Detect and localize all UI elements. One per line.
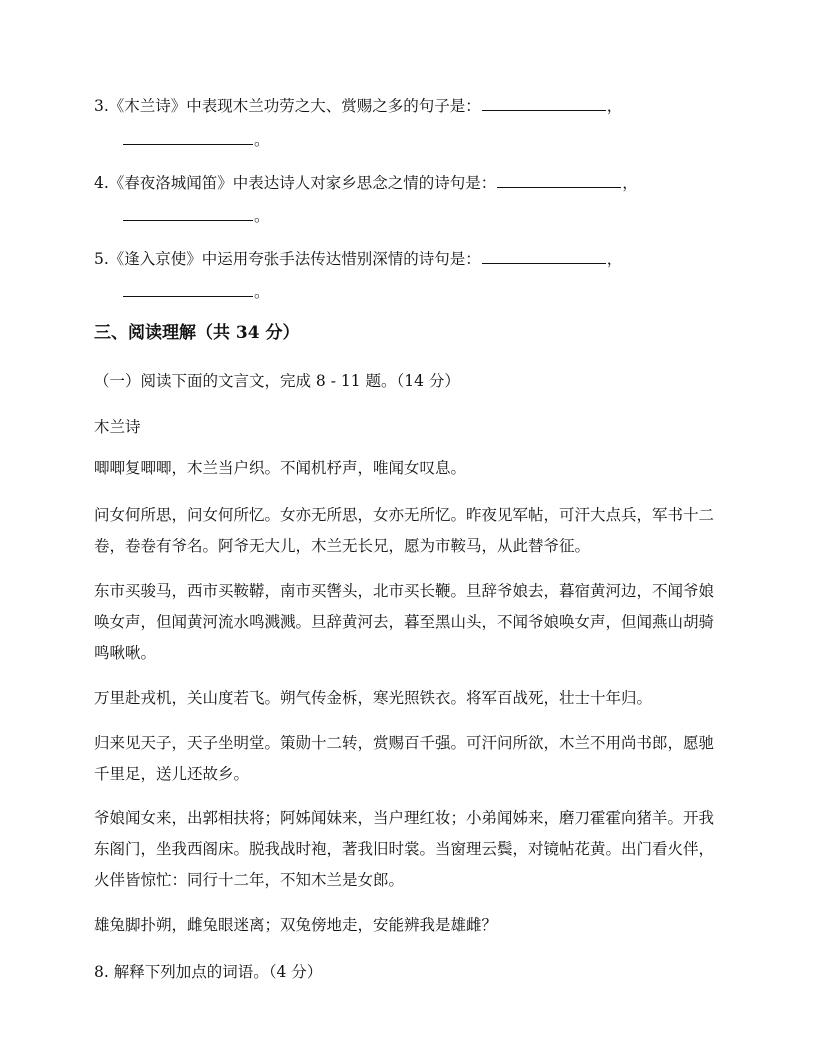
section-heading: 三、阅读理解（共 34 分） bbox=[94, 323, 300, 343]
poem-paragraph: 问女何所思，问女何所忆。女亦无所思，女亦无所忆。昨夜见军帖，可汗大点兵，军书十二卷，卷卷有爷名。阿爷无大儿，木兰无长兄，愿为市鞍马，从此替爷征。 bbox=[94, 506, 715, 555]
poem-paragraph: 雄兔脚扑朔，雌兔眼迷离；双兔傍地走，安能辨我是雄雌？ bbox=[94, 916, 498, 934]
answer-blank[interactable] bbox=[482, 96, 606, 111]
poem-paragraph: 唧唧复唧唧，木兰当户织。不闻机杼声，唯闻女叹息。 bbox=[94, 459, 467, 477]
poem-paragraph: 东市买骏马，西市买鞍鞯，南市买辔头，北市买长鞭。旦辞爷娘去，暮宿黄河边，不闻爷娘唤女声，但闻黄河流水鸣溅溅。旦辞黄河去，暮至黑山头，不闻爷娘唤女声，但闻燕山胡骑鸣啾啾。 bbox=[94, 582, 715, 662]
answer-blank[interactable] bbox=[497, 173, 621, 188]
question-3 bbox=[94, 96, 622, 116]
answer-blank[interactable] bbox=[123, 282, 253, 297]
period: 。 bbox=[254, 283, 270, 301]
question-4-line-2 bbox=[122, 206, 270, 226]
question-5 bbox=[94, 249, 622, 269]
poem-paragraph: 万里赴戎机，关山度若飞。朔气传金柝，寒光照铁衣。将军百战死，壮士十年归。 bbox=[94, 689, 653, 707]
question-4 bbox=[94, 173, 638, 193]
poem-paragraph: 归来见天子，天子坐明堂。策勋十二转，赏赐百千强。可汗问所欲，木兰不用尚书郎，愿驰千里足，送儿还故乡。 bbox=[94, 734, 715, 783]
question-3-text: 3.《木兰诗》中表现木兰功劳之大、赏赐之多的句子是： bbox=[94, 97, 481, 115]
poem-title: 木兰诗 bbox=[94, 418, 141, 436]
question-5-line-2 bbox=[122, 282, 270, 302]
question-3-line-2 bbox=[122, 130, 270, 150]
question-5-text: 5.《逢入京使》中运用夸张手法传达惜别深情的诗句是： bbox=[94, 250, 481, 268]
answer-blank[interactable] bbox=[123, 206, 253, 221]
period: 。 bbox=[254, 207, 270, 225]
answer-blank[interactable] bbox=[123, 130, 253, 145]
comma: ， bbox=[622, 174, 638, 192]
subsection-heading: （一）阅读下面的文言文，完成 8 - 11 题。（14 分） bbox=[94, 372, 460, 390]
period: 。 bbox=[254, 131, 270, 149]
comma: ， bbox=[606, 250, 623, 268]
answer-blank[interactable] bbox=[482, 249, 606, 264]
comma: ， bbox=[606, 97, 623, 115]
poem-paragraph: 爷娘闻女来，出郭相扶将；阿姊闻妹来，当户理红妆；小弟闻姊来，磨刀霍霍向猪羊。开我东阁门，坐我西阁床。脱我战时袍，著我旧时裳。当窗理云鬓，对镜帖花黄。出门看火伴，火伴皆惊忙：同行十二年，不知木兰是女郎。 bbox=[94, 809, 715, 889]
question-8: 8. 解释下列加点的词语。（4 分） bbox=[94, 963, 323, 981]
question-4-text: 4.《春夜洛城闻笛》中表达诗人对家乡思念之情的诗句是： bbox=[94, 174, 497, 192]
